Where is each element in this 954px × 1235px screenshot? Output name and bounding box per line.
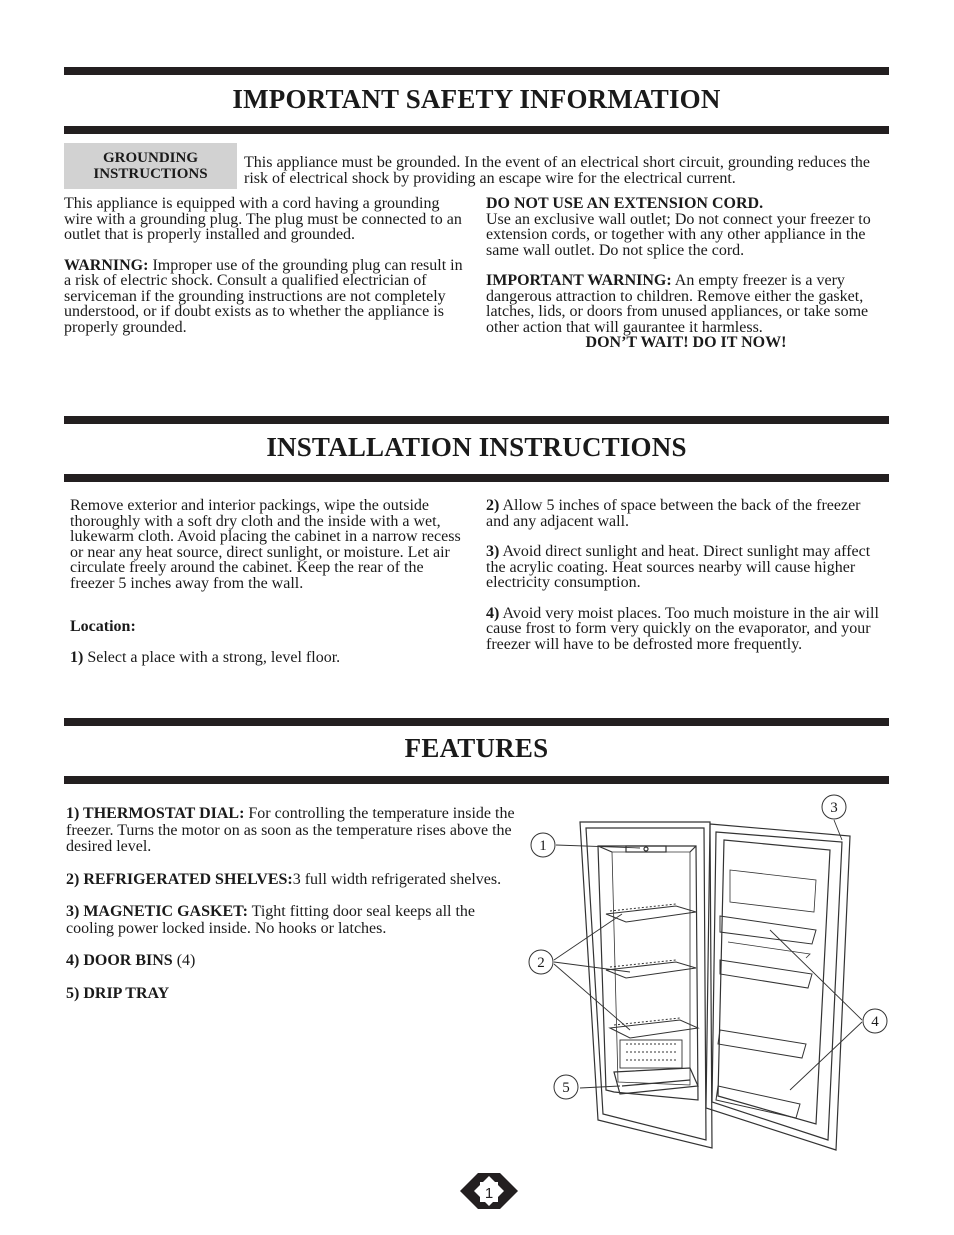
section-rule-bottom <box>64 776 889 784</box>
dont-wait-line: DON’T WAIT! DO IT NOW! <box>585 334 787 351</box>
location-item-text: Allow 5 inches of space between the back of the freezer and any adjacent wall. <box>486 497 861 530</box>
callout-2: 2 <box>537 955 545 971</box>
feature-label: 5) DRIP TRAY <box>66 984 170 1002</box>
location-label-text: Location: <box>70 618 136 635</box>
important-warning-label: IMPORTANT WARNING: <box>486 272 672 289</box>
feature-label: 1) THERMOSTAT DIAL: <box>66 805 245 822</box>
feature-text: For controlling the temperature inside the freezer. Turns the motor on as soon as the temperature rises above the desired level. <box>66 805 515 855</box>
grounding-cord-paragraph: This appliance is equipped with a cord having a grounding wire with a grounding plug. The plug must be connected to an outlet that is properly installed and grounded. <box>64 195 462 243</box>
feature-label: 4) DOOR BINS <box>66 952 173 969</box>
section-rule-top <box>64 416 889 424</box>
grounding-instructions-label <box>64 143 237 189</box>
safety-left-column <box>64 196 469 335</box>
feature-item-gasket <box>66 904 516 937</box>
location-item-2 <box>486 498 886 529</box>
feature-text: 3 full width refrigerated shelves. <box>292 870 502 888</box>
feature-label: 2) REFRIGERATED SHELVES: <box>66 870 293 888</box>
grounding-text: This appliance must be grounded. In the event of an electrical short circuit, grounding reduces the risk of electrical shock by providing an escape wire for the electrical current. <box>244 154 871 187</box>
location-item-4 <box>486 606 886 653</box>
feature-item-drip-tray <box>66 986 516 1003</box>
grounding-label-line1: GROUNDING <box>102 150 198 166</box>
freezer-illustration <box>520 790 900 1165</box>
callout-3: 3 <box>830 800 838 816</box>
feature-item-shelves <box>66 872 516 889</box>
feature-text: (4) <box>172 952 196 969</box>
feature-label: 3) MAGNETIC GASKET: <box>66 903 248 920</box>
feature-text: Tight fitting door seal keeps all the cooling power locked inside. No hooks or latches. <box>66 903 476 937</box>
warning-label: WARNING: <box>64 256 149 274</box>
safety-heading: IMPORTANT SAFETY INFORMATION <box>232 84 721 114</box>
thermostat-dial <box>626 846 666 852</box>
installation-intro: Remove exterior and interior packings, wipe the outside thoroughly with a soft dry cloth and the inside with a wet, lukewarm cloth. Avoid placing the cabinet in a narrow recess or near any heat source, direct sunlight, or moisture. Let air circulate freely around the cabinet. Keep the rear of the freezer 5 inches away from the wall. <box>70 497 461 592</box>
drip-tray <box>614 1068 698 1094</box>
callout-1: 1 <box>539 838 547 854</box>
location-label <box>70 619 466 635</box>
location-item-3 <box>486 544 886 591</box>
installation-right-column <box>486 498 886 652</box>
page-number-badge <box>458 1170 520 1212</box>
section-rule-top <box>64 718 889 726</box>
section-rule-top <box>64 67 889 75</box>
important-warning-text: An empty freezer is a very dangerous attraction to children. Remove either the gasket, latches, lids, or doors from unused appliances, or take some other action that will gaurantee it harmless. <box>486 272 869 336</box>
location-item-number: 4) <box>486 604 500 622</box>
warning-text: Improper use of the grounding plug can result in a risk of electric shock. Consult a qualified electrician of serviceman if the grounding instructions are not completely understood, or if doubt exists as to whether the appliance is properly grounded. <box>64 256 463 336</box>
extension-cord-heading-text: DO NOT USE AN EXTENSION CORD. <box>486 195 764 212</box>
location-item-text: Select a place with a strong, level floor. <box>83 648 341 666</box>
location-item-text: Avoid direct sunlight and heat. Direct sunlight may affect the acrylic coating. Heat sources nearby will cause higher electricity consumption. <box>486 543 871 591</box>
section-rule-bottom <box>64 474 889 482</box>
warning-paragraph <box>64 258 469 336</box>
freezer-cabinet <box>580 822 712 1148</box>
callout-5: 5 <box>562 1080 570 1096</box>
features-list <box>66 806 516 1002</box>
section-rule-bottom <box>64 126 889 134</box>
feature-item-door-bins <box>66 953 516 970</box>
lower-basket <box>620 1040 682 1068</box>
installation-left-column <box>70 498 466 665</box>
feature-item-thermostat <box>66 806 516 856</box>
location-item-number: 3) <box>486 543 500 560</box>
features-heading: FEATURES <box>404 733 549 763</box>
extension-cord-paragraph: Use an exclusive wall outlet; Do not connect your freezer to extension cords, or together with any other appliance in the same wall outlet. Do not splice the cord. <box>486 210 871 259</box>
door-bins <box>716 870 816 1118</box>
safety-right-column <box>486 196 886 351</box>
location-item-number: 2) <box>486 497 500 514</box>
installation-heading: INSTALLATION INSTRUCTIONS <box>266 432 687 462</box>
location-item-1 <box>70 650 466 666</box>
extension-cord-heading <box>486 196 886 212</box>
location-item-text: Avoid very moist places. Too much moisture in the air will cause frost to form very quickly on the evaporator, and your freezer will have to be defrosted more frequently. <box>486 604 879 653</box>
location-item-number: 1) <box>70 648 84 666</box>
important-warning-paragraph <box>486 273 886 335</box>
grounding-label-line2: INSTRUCTIONS <box>93 166 208 182</box>
callout-4: 4 <box>871 1014 879 1030</box>
page-number: 1 <box>484 1185 494 1202</box>
